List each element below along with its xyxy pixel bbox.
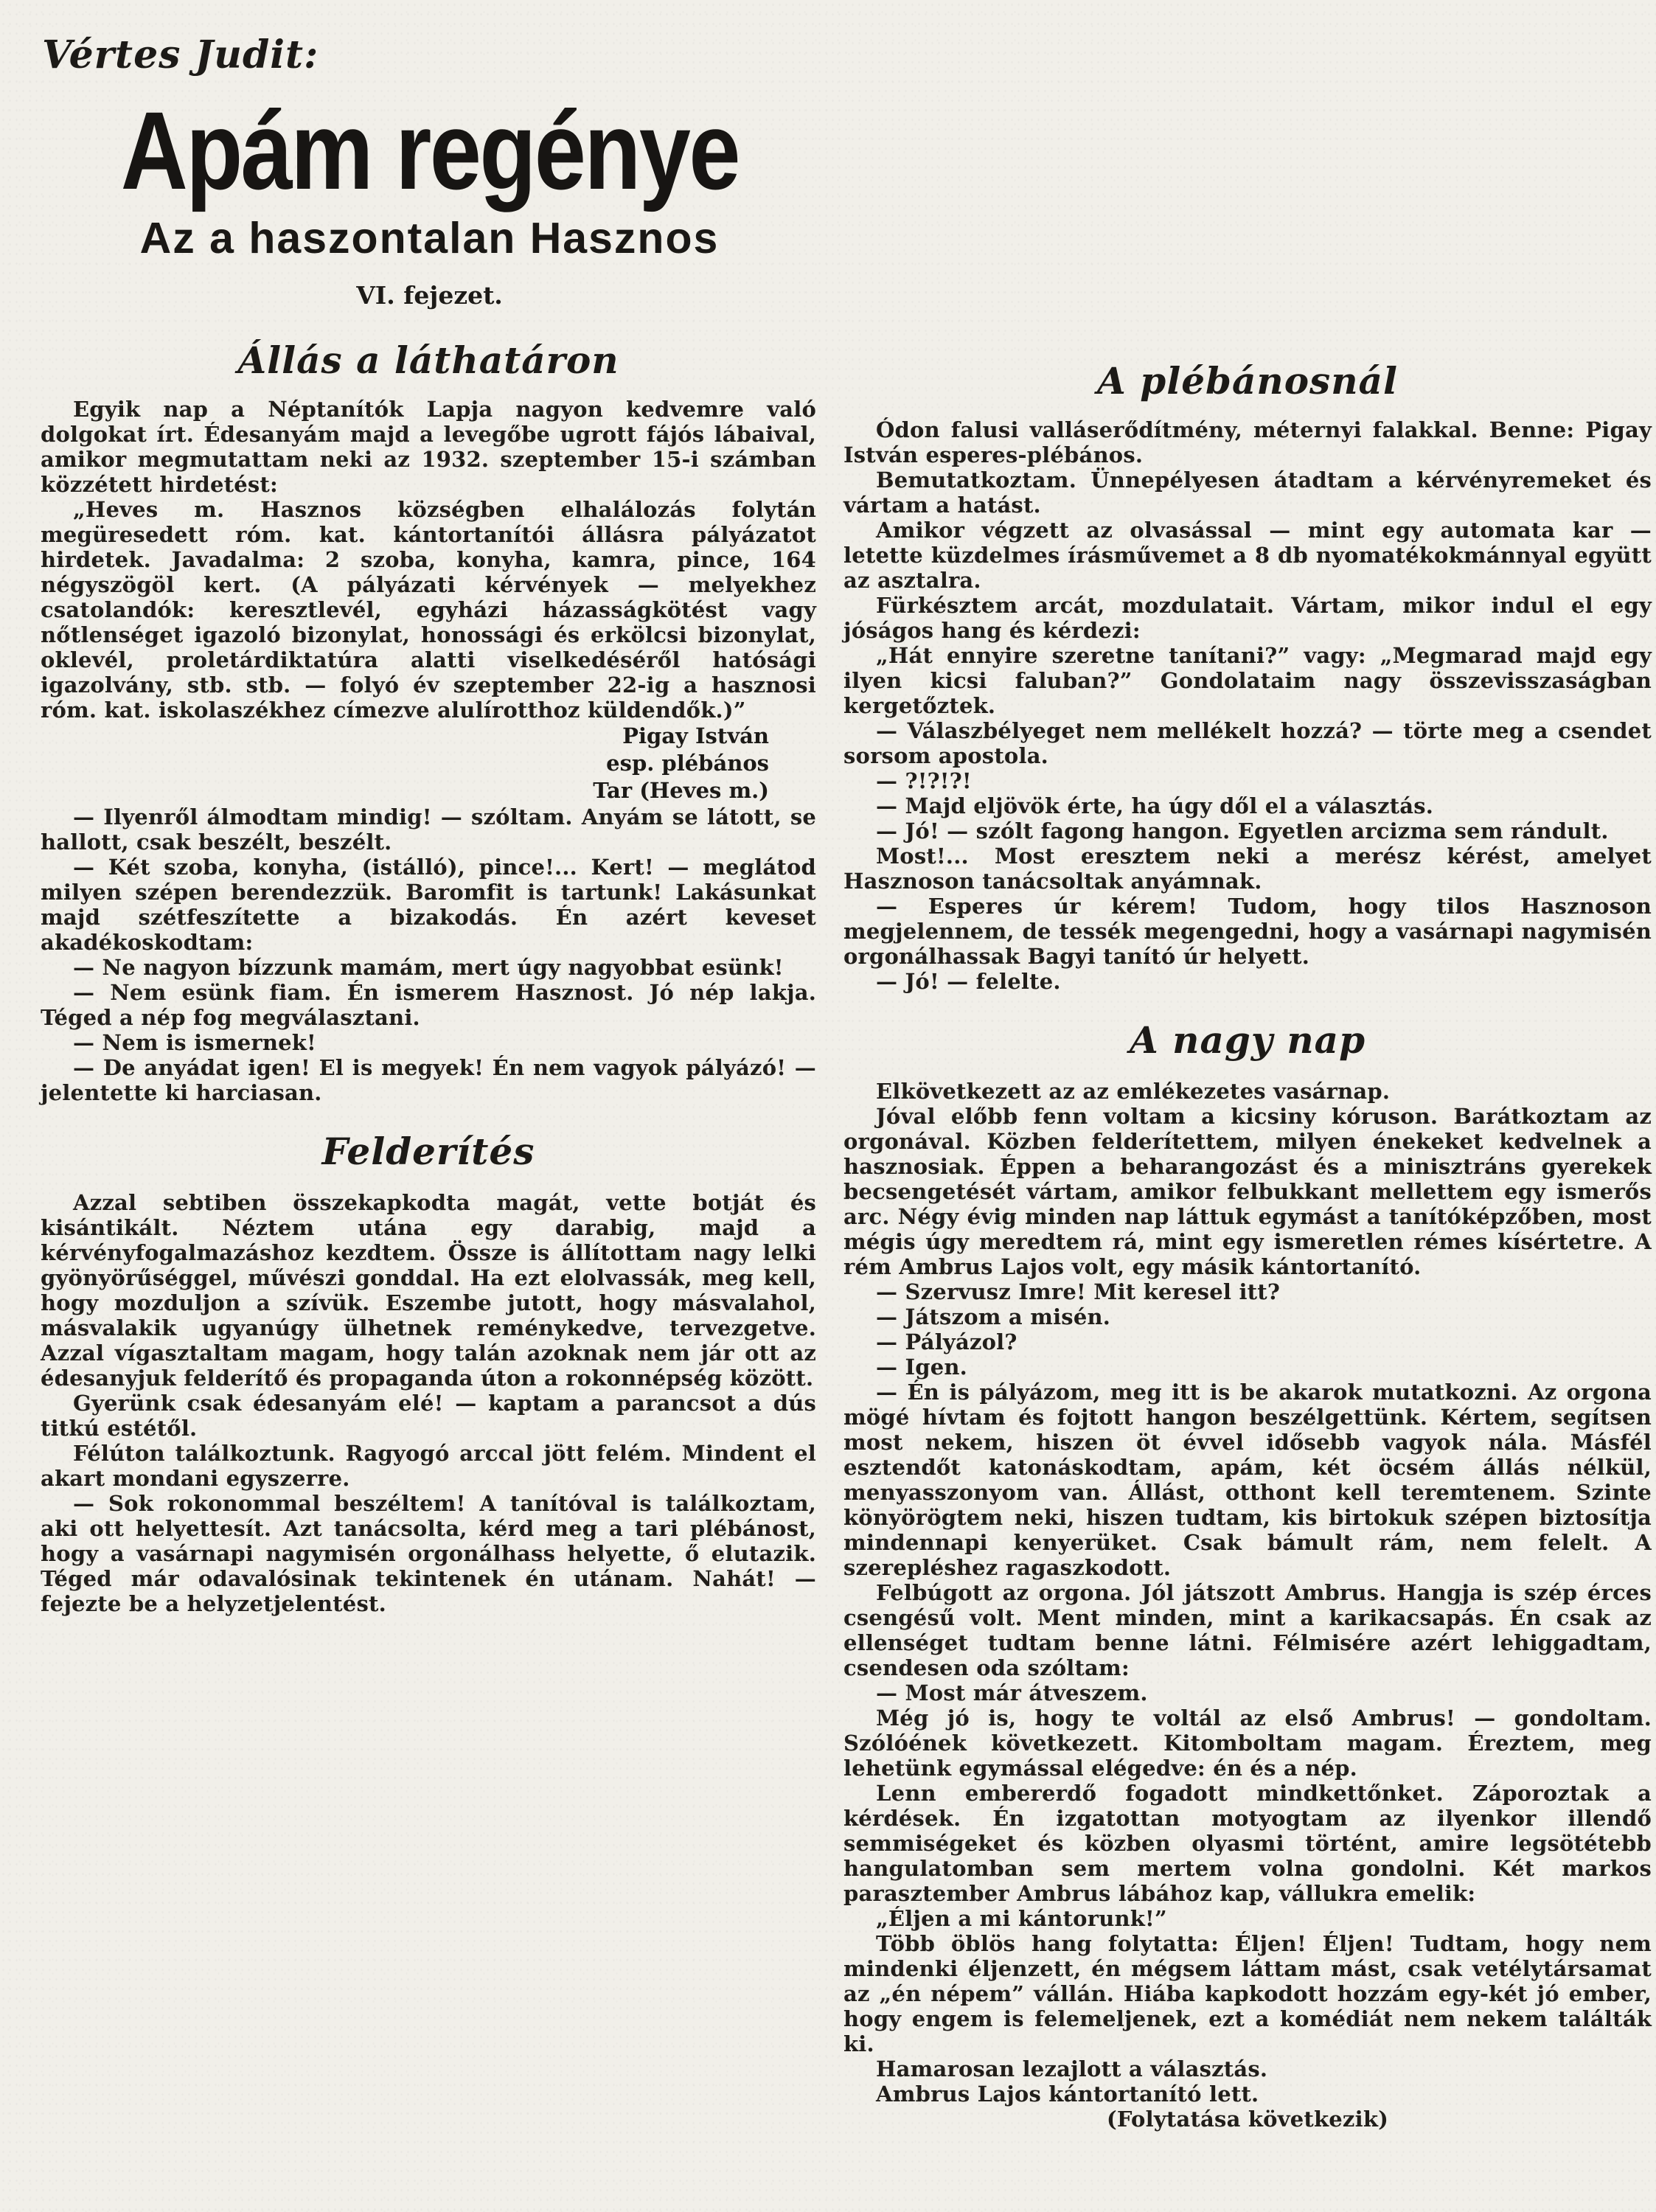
signature-name: Pigay István bbox=[622, 723, 769, 748]
paragraph: — Válaszbélyeget nem mellékelt hozzá? — törte meg a csendet sorsom apostola. bbox=[843, 717, 1652, 768]
paragraph: — Nem esünk fiam. Én ismerem Hasznost. Jó nép lakja. Téged a nép fog megválasztani. bbox=[41, 979, 816, 1030]
paragraph: Amikor végzett az olvasással — mint egy automata kar — letette küzdelmes írásművemet a 8 db nyomatékokmánnyal együtt az asztalra. bbox=[843, 517, 1652, 593]
article-header bbox=[41, 88, 818, 310]
author-byline: Vértes Judit: bbox=[42, 32, 319, 77]
signature-block bbox=[41, 723, 816, 804]
paragraph: Több öblös hang folytatta: Éljen! Éljen! Tudtam, hogy nem mindenki éljenzett, én mégsem láttam mást, csak vetélytársamat az „én népem” vállán. Hiába kapkodott hozzám egy-két jó ember, hogy engem is felemeljenek, ezt a komédiát nem nekem találták ki. bbox=[843, 1931, 1652, 2057]
chapter-label: VI. fejezet. bbox=[356, 281, 503, 310]
paragraph: — Jó! — felelte. bbox=[876, 968, 1061, 994]
paragraph: Elkövetkezett az az emlékezetes vasárnap. bbox=[876, 1079, 1391, 1105]
article-title-wrap bbox=[41, 88, 818, 213]
signature-place: Tar (Heves m.) bbox=[593, 777, 769, 803]
paragraph: — Játszom a misén. bbox=[876, 1304, 1111, 1330]
paragraph: „Éljen a mi kántorunk!” bbox=[876, 1906, 1167, 1932]
right-column bbox=[843, 330, 1652, 2132]
paragraph: — Szervusz Imre! Mit keresel itt? bbox=[876, 1279, 1281, 1305]
article-subtitle: Az a haszontalan Hasznos bbox=[139, 214, 720, 263]
paragraph: Ambrus Lajos kántortanító lett. bbox=[876, 2081, 1259, 2107]
paragraph: — De anyádat igen! El is megyek! Én nem vagyok pályázó! — jelentette ki harciasan. bbox=[41, 1054, 816, 1105]
paragraph: Jóval előbb fenn voltam a kicsiny kóruson. Barátkoztam az orgonával. Közben felderítettem, milyen énekeket kedvelnek a hasznosiak. Éppen a beharangozást és a minisztráns gyerekek becsengetését vártam, amikor felbukkant mellettem egy ismerős arc. Négy évig minden nap láttuk egymást a tanítóképzőben, most mégis úgy meredtem rá, mint egy ismeretlen rémes kísértetre. A rém Ambrus Lajos volt, egy másik kántortanító. bbox=[843, 1104, 1652, 1280]
left-column bbox=[41, 330, 816, 2132]
paragraph: — Jó! — szólt fagong hangon. Egyetlen arcizma sem rándult. bbox=[876, 818, 1609, 844]
section-heading-allas: Állás a láthatáron bbox=[237, 338, 619, 383]
paragraph: — Igen. bbox=[876, 1354, 967, 1380]
paragraph: Félúton találkoztunk. Ragyogó arccal jött felém. Mindent el akart mondani egyszerre. bbox=[41, 1441, 816, 1492]
paragraph: „Heves m. Hasznos községben elhalálozás folytán megüresedett róm. kat. kántortanítói állásra pályázatot hirdetek. Javadalma: 2 szoba, konyha, kamra, pince, 164 négyszögöl kert. (A pályázati kérvények — melyekhez csatolandók: keresztlevél, egyházi házasságkötést vagy nőtlenséget igazoló bizonylat, honossági és erkölcsi bizonylat, oklevél, proletárdiktatúra alatti viselkedéséről hatósági igazolvány, stb. stb. — folyó év szeptember 22-ig a hasznosi róm. kat. iskolaszékhez címezve alulírotthoz küldendők.)” bbox=[41, 496, 816, 723]
paragraph: — Én is pályázom, meg itt is be akarok mutatkozni. Az orgona mögé hívtam és fojtott hangon beszélgettünk. Kértem, segítsen most nekem, hiszen öt évvel idősebb vagyok nála. Másfél esztendőt katonáskodtam, apám, két öcsém állás nélkül, menyasszonyom van. Állást, otthont kell teremtenem. Szinte könyörögtem neki, hiszen tudtam, kis birtokuk szépen biztosítja mindennapi kenyerüket. Csak bámult rám, nem felelt. A szerepléshez ragaszkodott. bbox=[843, 1380, 1652, 1581]
article-columns bbox=[0, 330, 1656, 2132]
paragraph: „Hát ennyire szeretne tanítani?” vagy: „Megmarad majd egy ilyen kicsi faluban?” Gondolataim nagy összevisszaságban kergetőztek. bbox=[843, 642, 1652, 718]
paragraph: Most!... Most eresztem neki a merész kérést, amelyet Hasznoson tanácsoltak anyámnak. bbox=[843, 843, 1652, 894]
continuation-note: (Folytatása következik) bbox=[1106, 2107, 1389, 2132]
paragraph: — Ilyenről álmodtam mindig! — szóltam. Anyám se látott, se hallott, csak beszélt, beszélt. bbox=[41, 804, 816, 855]
paragraph: Felbúgott az orgona. Jól játszott Ambrus. Hangja is szép érces csengésű volt. Ment minden, mint a karikacsapás. Én csak az ellenséget tudtam benne látni. Félmisére azért lehiggadtam, csendesen oda szóltam: bbox=[843, 1580, 1652, 1681]
section-heading-plebanosnal: A plébánosnál bbox=[1097, 359, 1398, 403]
paragraph: — Most már átveszem. bbox=[876, 1680, 1148, 1706]
paragraph: Bemutatkoztam. Ünnepélyesen átadtam a kérvényremeket és vártam a hatást. bbox=[843, 467, 1652, 518]
paragraph: — ?!?!?! bbox=[876, 768, 972, 793]
paragraph: Azzal sebtiben összekapkodta magát, vette botját és kisántikált. Néztem utána egy darabig, majd a kérvényfogalmazáshoz kezdtem. Össze is állítottam nagy lelki gyönyörűséggel, művészi gonddal. Ha ezt elolvassák, meg kell, hogy mozduljon a szívük. Eszembe jutott, hogy másvalahol, másvalakik ugyanúgy ülhetnek reménykedve, tervezgetve. Azzal vígasztaltam magam, hogy talán azoknak nem jár ott az édesanyjuk felderítő és propaganda úton a rokonnépség között. bbox=[41, 1190, 816, 1391]
paragraph: Fürkésztem arcát, mozdulatait. Vártam, mikor indul el egy jóságos hang és kérdezi: bbox=[843, 592, 1652, 643]
paragraph: — Majd eljövök érte, ha úgy dől el a választás. bbox=[876, 793, 1434, 818]
paragraph: — Pályázol? bbox=[876, 1329, 1017, 1355]
paragraph: Gyerünk csak édesanyám elé! — kaptam a parancsot a dús titkú estétől. bbox=[41, 1391, 816, 1441]
section-heading-felderites: Felderítés bbox=[321, 1129, 535, 1173]
paragraph: Egyik nap a Néptanítók Lapja nagyon kedvemre való dolgokat írt. Édesanyám majd a levegőbe ugrott fájós lábaival, amikor megmutattam neki az 1932. szeptember 15-i számban közzétett hirdetést: bbox=[41, 396, 816, 497]
paragraph: Lenn embererdő fogadott mindkettőnket. Záporoztak a kérdések. Én izgatottan motyogtam az ilyenkor illendő semmiségeket és közben olyasmi történt, amire legsötétebb hangulatomban sem mertem volna gondolni. Két markos parasztember Ambrus lábához kap, vállukra emelik: bbox=[843, 1781, 1652, 1907]
paragraph: Még jó is, hogy te voltál az első Ambrus! — gondoltam. Szólóének következett. Kitomboltam magam. Éreztem, meg lehetünk egymással elégedve: én és a nép. bbox=[843, 1705, 1652, 1781]
section-heading-nagy-nap: A nagy nap bbox=[1129, 1018, 1366, 1062]
paragraph: — Két szoba, konyha, (istálló), pince!... Kert! — meglátod milyen szépen berendezzük. Baromfit is tartunk! Lakásunkat majd szétfeszítette a bizakodás. Én azért keveset akadékoskodtam: bbox=[41, 854, 816, 955]
paragraph: Hamarosan lezajlott a választás. bbox=[876, 2056, 1268, 2082]
signature-title: esp. plébános bbox=[606, 750, 769, 776]
paragraph: — Sok rokonommal beszéltem! A tanítóval is találkoztam, aki ott helyettesít. Azt tanácsolta, kérd meg a tari plébánost, hogy a vasárnapi nagymisén orgonálhass helyette, ő elutazik. Téged már odavalósinak tekintenek én utánam. Nahát! — fejezte be a helyzetjelentést. bbox=[41, 1491, 816, 1617]
paragraph: — Nem is ismernek! bbox=[73, 1029, 316, 1055]
article-title: Apám regénye bbox=[120, 88, 739, 213]
paragraph: Ódon falusi valláserődítmény, méternyi falakkal. Benne: Pigay István esperes-plébános. bbox=[843, 417, 1652, 467]
paragraph: — Esperes úr kérem! Tudom, hogy tilos Hasznoson megjelennem, de tessék megengedni, hogy a vasárnapi nagymisén orgonálhassak Bagyi tanító úr helyett. bbox=[843, 893, 1652, 969]
paragraph: — Ne nagyon bízzunk mamám, mert úgy nagyobbat esünk! bbox=[73, 954, 784, 980]
